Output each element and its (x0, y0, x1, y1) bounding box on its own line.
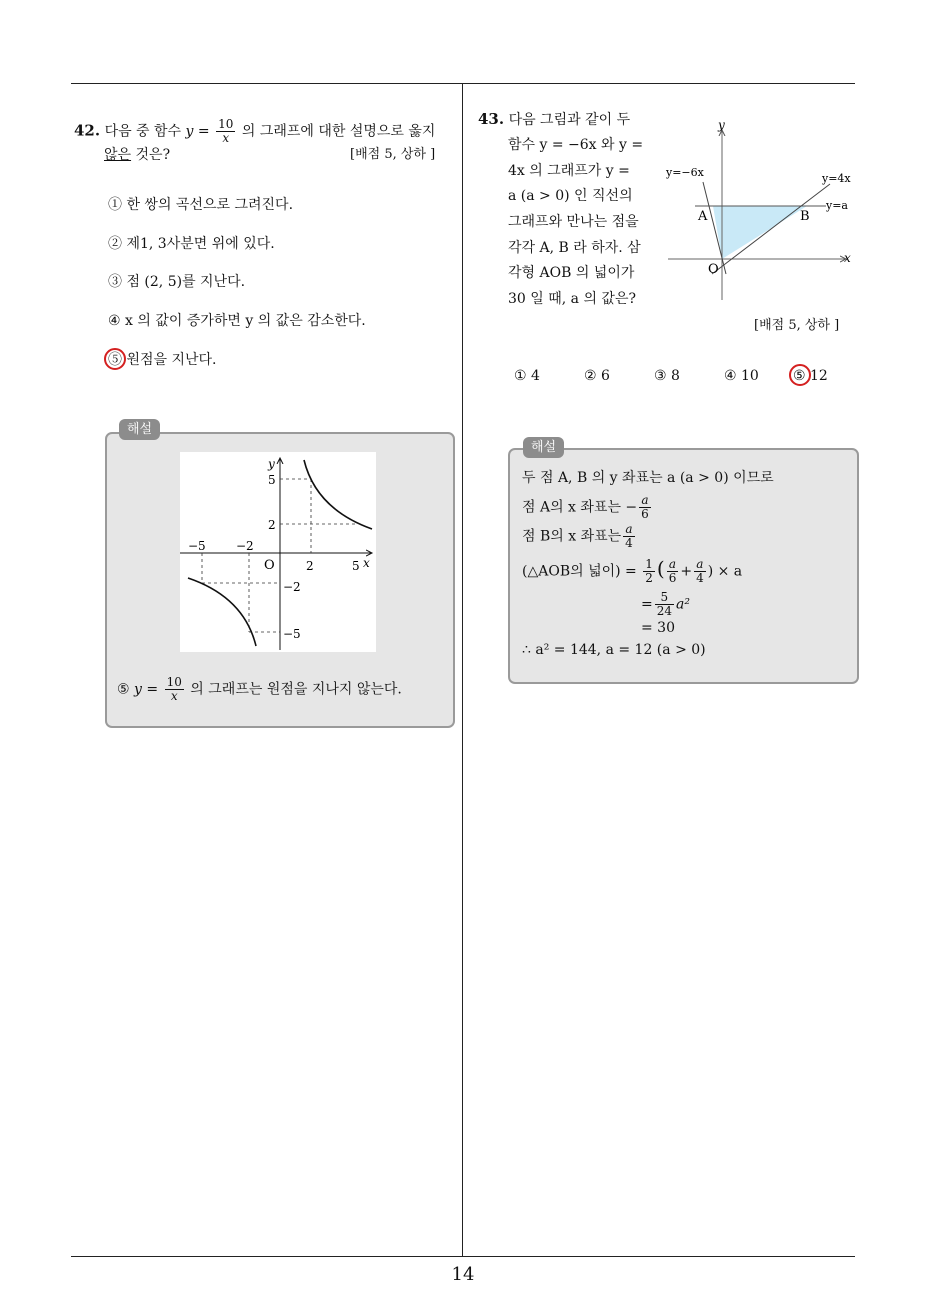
q43-choice-3[interactable]: ③ 8 (654, 368, 680, 384)
q42-solution-label: 해설 (119, 419, 160, 440)
svg-text:y=−6x: y=−6x (666, 166, 704, 179)
svg-text:5: 5 (268, 473, 276, 487)
triangle-aob (713, 206, 807, 259)
bottom-rule (71, 1256, 855, 1257)
q42-prompt-line1: 42. 다음 중 함수 y = $\frac{10}{x}$ 의 그래프에 대한 설명으로 옳지 (74, 117, 436, 145)
svg-text:y=a: y=a (826, 199, 848, 212)
q43-line3: 4x 의 그래프가 y = (508, 163, 630, 179)
q43-choice-4[interactable]: ④ 10 (724, 368, 759, 384)
svg-text:−5: −5 (283, 627, 301, 641)
q43-line2: 함수 y = −6x 와 y = (508, 137, 644, 153)
q43-line4: a (a > 0) 인 직선의 (508, 188, 633, 204)
q43-line5: 그래프와 만나는 점을 (508, 214, 639, 230)
q43-sol-line5: = $\frac{5}{24}$ a² (641, 590, 690, 618)
q43-sol-line2: 점 A의 x 좌표는 − $\frac{a}{6}$ (522, 493, 649, 521)
answer-circle-mark (789, 364, 811, 386)
svg-text:5: 5 (352, 559, 360, 573)
q43-line8: 30 일 때, a 의 값은? (508, 291, 636, 307)
curve-branch-q3 (188, 578, 256, 646)
q43-score: [배점 5, 상하 ] (754, 318, 840, 333)
svg-text:x: x (844, 251, 851, 265)
q42-choice-4[interactable]: ④ x 의 값이 증가하면 y 의 값은 감소한다. (108, 313, 366, 329)
q43-choice-5[interactable]: ⑤ 12 (793, 368, 828, 384)
q43-number: 43. (478, 110, 505, 128)
q42-solution-text: ⑤ y = $\frac{10}{x}$ 의 그래프는 원점을 지나지 않는다. (117, 675, 402, 703)
x-axis-label: x (363, 556, 370, 570)
column-divider (462, 83, 463, 1256)
q43-choice-1[interactable]: ① 4 (514, 368, 540, 384)
q42-choice-3[interactable]: ③ 점 (2, 5)를 지난다. (108, 274, 246, 290)
q43-sol-line7: ∴ a² = 144, a = 12 (a > 0) (522, 642, 706, 658)
q43-choice-2[interactable]: ② 6 (584, 368, 610, 384)
answer-circle-mark (104, 348, 126, 370)
q43-sol-line3: 점 B의 x 좌표는 $\frac{a}{4}$ (522, 522, 633, 550)
y-axis-label: y (268, 457, 275, 471)
svg-text:−2: −2 (283, 580, 301, 594)
q43-sol-line4: (△AOB의 넓이) = $\frac{1}{2}$ ( $\frac{a}{6}$ + $\frac{a}{4}$ ) × a (522, 556, 743, 585)
svg-text:y=4x: y=4x (822, 172, 851, 185)
q42-number: 42. (74, 121, 101, 140)
q43-sol-line1: 두 점 A, B 의 y 좌표는 a (a > 0) 이므로 (522, 470, 774, 486)
svg-text:B: B (800, 209, 810, 224)
q42-score: [배점 5, 상하 ] (350, 147, 436, 162)
page-number: 14 (451, 1264, 475, 1285)
curve-branch-q1 (304, 460, 372, 529)
svg-text:A: A (698, 209, 708, 224)
q43-line7: 각형 AOB 의 넓이가 (508, 265, 635, 281)
q43-solution-label: 해설 (523, 437, 564, 458)
q42-choice-2[interactable]: ② 제1, 3사분면 위에 있다. (108, 236, 275, 252)
svg-text:2: 2 (306, 559, 314, 573)
q43-line6: 각각 A, B 라 하자. 삼 (508, 240, 641, 256)
svg-text:y: y (718, 118, 725, 132)
q43-figure (660, 112, 860, 307)
svg-text:−5: −5 (188, 539, 206, 553)
svg-text:−2: −2 (236, 539, 254, 553)
q43-sol-line6: = 30 (641, 620, 675, 636)
q42-choice-1[interactable]: ① 한 쌍의 곡선으로 그려진다. (108, 197, 294, 213)
q42-fraction: $\frac{10}{x}$ (218, 117, 234, 145)
q42-prompt-line2: 않은 것은? (104, 147, 171, 163)
top-rule (71, 83, 855, 84)
q42-choice-5[interactable]: ⑤ 원점을 지난다. (108, 352, 217, 368)
svg-text:2: 2 (268, 518, 276, 532)
origin-label: O (264, 558, 275, 573)
q43-line1: 43. 다음 그림과 같이 두 (478, 110, 631, 128)
svg-text:O: O (708, 262, 719, 277)
q42-graph (180, 452, 376, 652)
